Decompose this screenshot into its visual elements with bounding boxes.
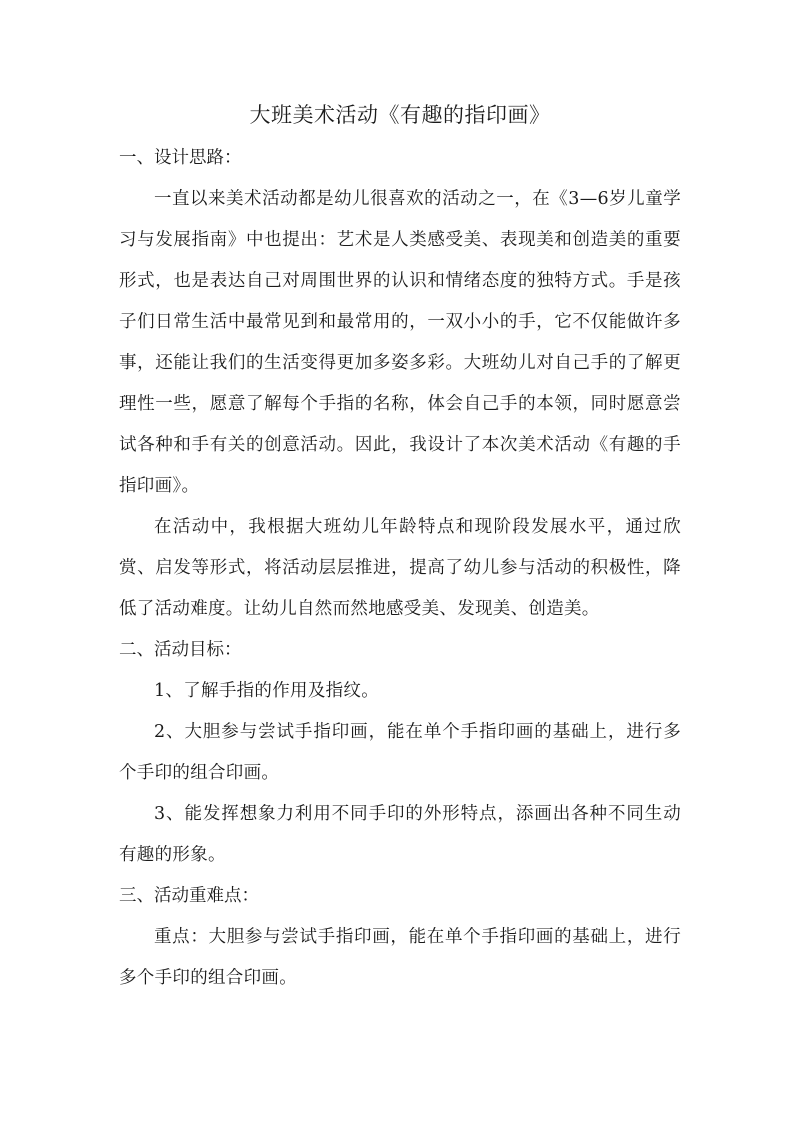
goal-item: 1、了解手指的作用及指纹。 — [154, 681, 380, 701]
section-activity-goals — [119, 630, 681, 876]
goal-item: 3、能发挥想象力利用不同手印的外形特点，添画出各种不同生动有趣的形象。 — [119, 804, 681, 865]
section-heading: 二、活动目标： — [119, 640, 242, 660]
paragraph: 重点：大胆参与尝试手指印画，能在单个手指印画的基础上，进行多个手印的组合印画。 — [119, 927, 681, 988]
section-heading: 三、活动重难点： — [119, 886, 259, 906]
section-design-ideas — [119, 138, 681, 630]
document-title: 大班美术活动《有趣的指印画》 — [249, 103, 551, 127]
paragraph: 一直以来美术活动都是幼儿很喜欢的活动之一，在《3—6岁儿童学习与发展指南》中也提出：艺术是人类感受美、表现美和创造美的重要形式，也是表达自己对周围世界的认识和情绪态度的独特方式。手是孩子们日常生活中最常见到和最常用的，一双小小的手，它不仅能做许多事，还能让我们的生活变得更加多姿多彩。大班幼儿对自己手的了解更理性一些，愿意了解每个手指的名称，体会自己手的本领，同时愿意尝试各种和手有关的创意活动。因此，我设计了本次美术活动《有趣的手指印画》。 — [119, 189, 681, 496]
document-page — [119, 96, 681, 999]
paragraph: 在活动中，我根据大班幼儿年龄特点和现阶段发展水平，通过欣赏、启发等形式，将活动层层推进，提高了幼儿参与活动的积极性，降低了活动难度。让幼儿自然而然地感受美、发现美、创造美。 — [119, 517, 681, 619]
goal-item: 2、大胆参与尝试手指印画，能在单个手指印画的基础上，进行多个手印的组合印画。 — [119, 722, 681, 783]
section-heading: 一、设计思路： — [119, 148, 242, 168]
section-key-points — [119, 876, 681, 999]
